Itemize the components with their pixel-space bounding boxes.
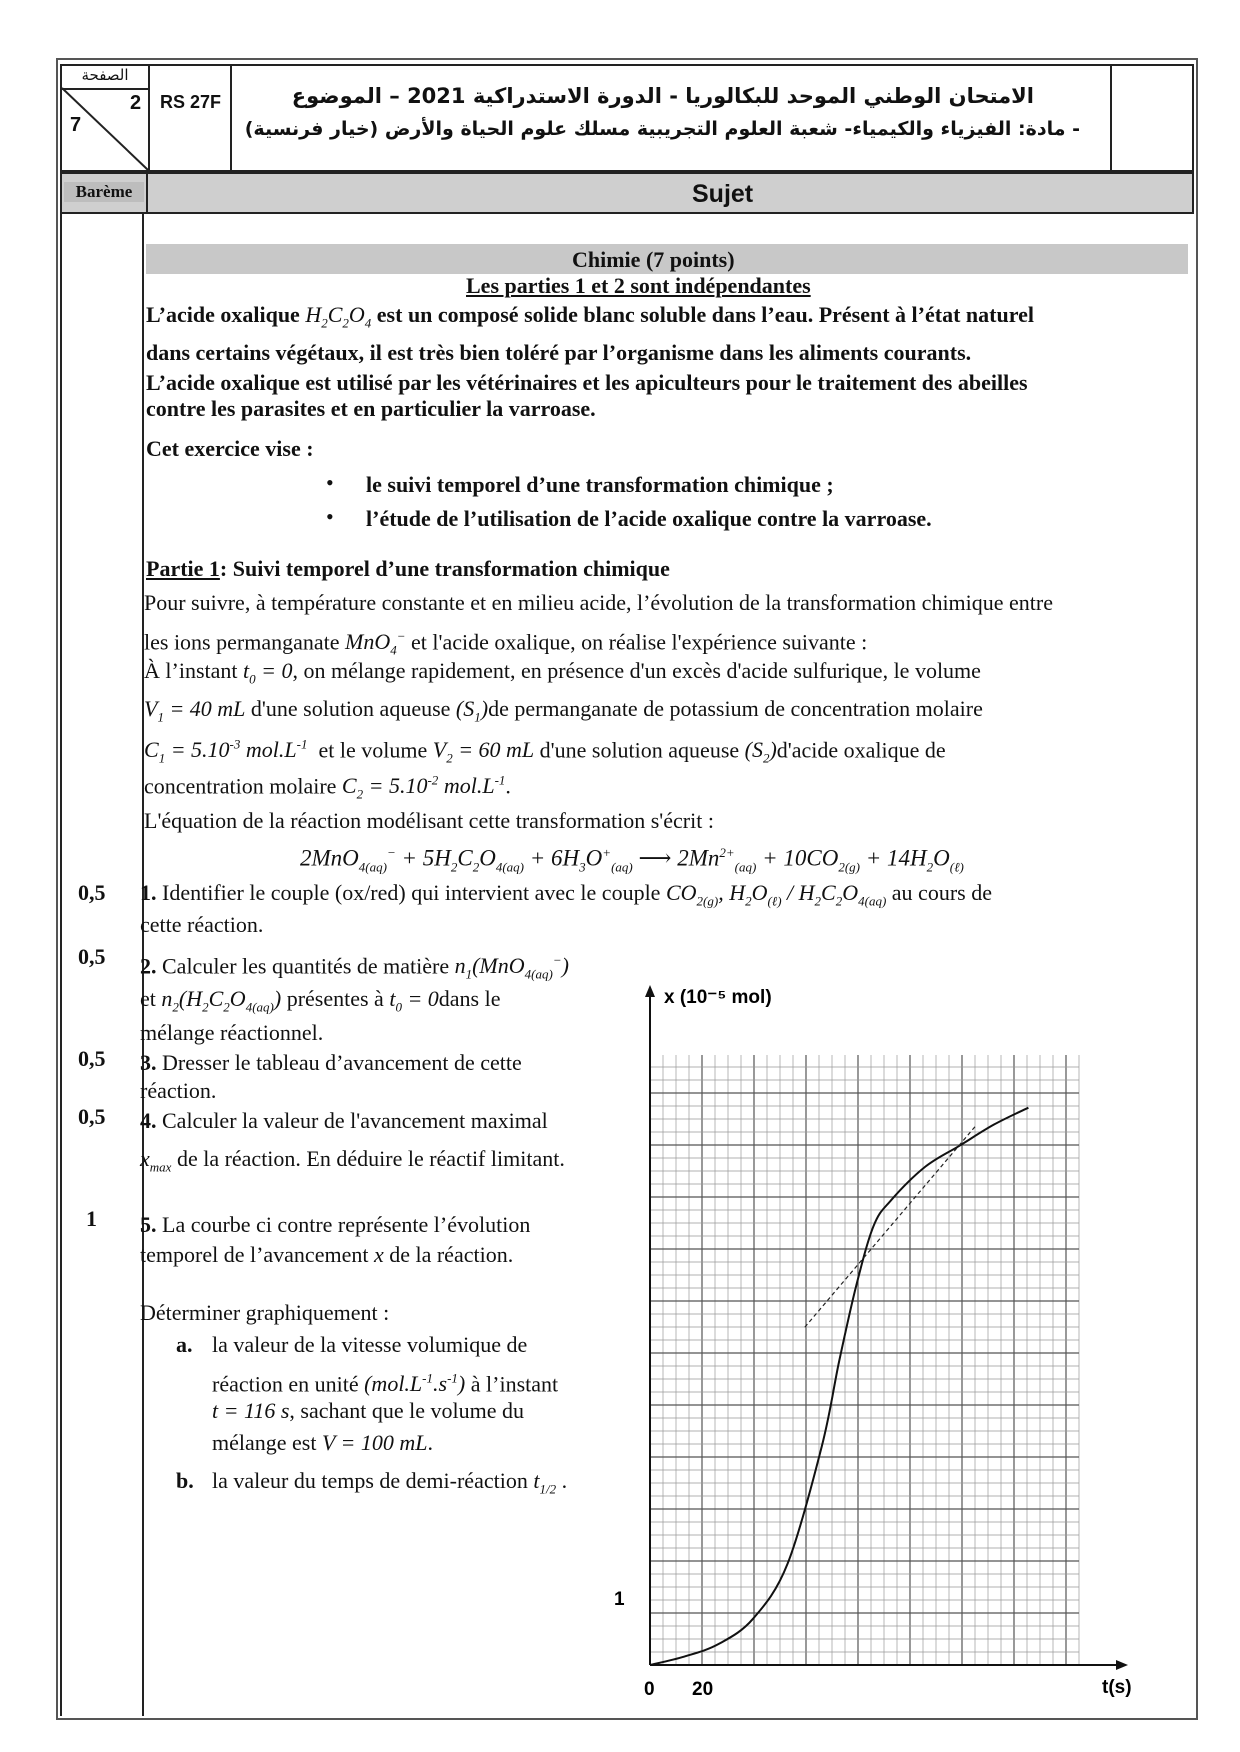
q4-num: 4.	[140, 1108, 157, 1133]
mark-q2: 0,5	[78, 944, 106, 969]
q2-text5: mélange réactionnel.	[140, 1020, 324, 1045]
exam-title: الامتحان الوطني الموحد للبكالوريا - الدورة الاستدراكية 2021 – الموضوع	[291, 84, 1034, 108]
subject-line: - مادة: الفيزياء والكيمياء- شعبة العلوم التجريبية مسلك علوم الحياة والأرض (خيار فرنسية)	[244, 118, 1080, 140]
parts-note: Les parties 1 et 2 sont indépendantes	[466, 273, 811, 298]
exam-header	[60, 64, 1194, 172]
x-axis-arrow-icon	[1116, 1660, 1128, 1670]
page-number-cell	[62, 66, 150, 170]
q3-num: 3.	[140, 1050, 157, 1075]
x-tick-label-20: 20	[692, 1679, 714, 1700]
p6: concentration molaire	[144, 773, 337, 799]
intro-line-1	[146, 302, 1034, 336]
q5a-line3	[212, 1398, 524, 1424]
q2-text3: présentes à	[286, 986, 384, 1011]
partie1-subtitle: : Suivi temporel d’une transformation chimique	[219, 556, 670, 581]
x-tick-label-0: 0	[644, 1679, 655, 1700]
question-4	[140, 1108, 548, 1134]
aim-label: Cet exercice vise :	[146, 436, 314, 461]
t0-eq: $t_0 = 0$	[243, 658, 293, 687]
q5-text3: de la réaction.	[389, 1242, 514, 1267]
unit: $(mol.L^{-1}.s^{-1})$	[364, 1371, 466, 1397]
q5a-line2	[212, 1366, 558, 1397]
partie1-p6: concentration molaire $C_2 = 5.10^{-2}$ $mol.L^{-1}$.	[144, 773, 511, 802]
s2-label: $(S_2)$	[744, 737, 777, 766]
q5b-line1: la valeur du temps de demi-réaction $t_{1/2}$ .	[212, 1468, 568, 1497]
x-var: x	[373, 1242, 384, 1267]
sujet-title: Sujet	[692, 180, 754, 208]
q5-text: La courbe ci contre représente l’évolution	[162, 1212, 531, 1237]
p2a: les ions permanganate	[144, 629, 340, 655]
sujet-bar	[60, 172, 1194, 214]
intro-line-3: L’acide oxalique est utilisé par les vétérinaires et les apiculteurs pour le traitement des abeilles	[146, 370, 1028, 395]
q5a-a4: , sachant que le volume du	[289, 1398, 524, 1423]
q5a-a5: mélange est	[212, 1430, 317, 1455]
v100: V = 100 mL	[321, 1430, 428, 1455]
s1-label: $(S_1)$	[455, 696, 489, 725]
v1-eq: $V_1 = 40$ mL	[144, 696, 246, 725]
y-axis-arrow-icon	[645, 985, 655, 997]
q5-determine: Déterminer graphiquement :	[140, 1300, 390, 1325]
partie1-p5	[144, 732, 946, 772]
p3b: , on mélange rapidement, en présence d'un excès d'acide sulfurique, le volume	[292, 658, 981, 683]
p4: d'une solution aqueuse	[250, 696, 451, 721]
mark-q1: 0,5	[78, 880, 106, 905]
advancement-curve	[650, 1108, 1028, 1665]
q2-t0: $t_0 = 0$	[389, 986, 439, 1015]
aim-item-1: le suivi temporel d’une transformation chimique ;	[366, 472, 834, 497]
q5a-line1: la valeur de la vitesse volumique de	[212, 1332, 528, 1357]
q4-text: Calculer la valeur de l'avancement maximal	[162, 1108, 548, 1133]
title-cell	[232, 66, 1112, 170]
question-5-line2	[140, 1242, 513, 1268]
q1-text3: cette réaction.	[140, 912, 264, 937]
partie1-p4	[144, 696, 983, 730]
q1-text2: au cours de	[891, 880, 992, 905]
partie1-p3	[144, 658, 981, 692]
c1-eq: $C_1 = 5.10^{-3}$ $mol.L^{-1}$	[144, 737, 308, 766]
v2-eq: $V_2 = 60$ mL	[432, 737, 535, 766]
advancement-chart	[614, 985, 1160, 1705]
q2-text4: dans le	[438, 986, 501, 1011]
bullet-icon: •	[326, 504, 334, 529]
q5b-b1: la valeur du temps de demi-réaction	[212, 1468, 528, 1493]
q5-num: 5.	[140, 1212, 157, 1237]
chart-marks	[650, 1108, 1028, 1665]
intro-line-2: dans certains végétaux, il est très bien toléré par l’organisme dans les aliments courants.	[146, 340, 972, 365]
p5b: d'une solution aqueuse	[539, 737, 740, 763]
formula-oxalic: $H_2C_2O_4$	[305, 302, 372, 331]
exam-code: RS 27F	[160, 92, 222, 112]
q3-text: Dresser le tableau d’avancement de cette	[162, 1050, 522, 1075]
total-pages: 7	[70, 114, 82, 136]
y-tick-label-1: 1	[614, 1589, 625, 1610]
question-2	[140, 948, 569, 988]
p5: et le volume	[318, 737, 428, 763]
bareme-label: Barème	[64, 182, 144, 202]
question-1	[140, 880, 992, 914]
xmax: $x_{max}$	[140, 1146, 172, 1175]
page-number: 2	[130, 92, 142, 114]
formula-mno4: MnO$_4$−	[345, 629, 406, 658]
bar-divider	[146, 174, 148, 212]
c2-eq: $C_2 = 5.10^{-2}$ $mol.L^{-1}$	[341, 773, 506, 802]
partie1-heading	[146, 556, 670, 582]
p2b: et l'acide oxalique, on réalise l'expérience suivante :	[411, 629, 868, 655]
q2-text2: et	[140, 986, 156, 1011]
partie1-p1: Pour suivre, à température constante et en milieu acide, l’évolution de la transformation chimique entre	[144, 590, 1054, 615]
intro-line-4: contre les parasites et en particulier la varroase.	[146, 396, 596, 421]
q2-n1: $n_1(MnO_{4(aq)}^-)$	[454, 953, 569, 982]
chart-axes	[645, 985, 1128, 1670]
q5a-a3: à l’instant	[470, 1371, 559, 1397]
mark-q3: 0,5	[78, 1046, 106, 1071]
p5c: d'acide oxalique de	[776, 737, 946, 763]
mark-q5: 1	[86, 1206, 97, 1231]
chimie-title: Chimie (7 points)	[572, 247, 735, 272]
q5-text2: temporel de l’avancement	[140, 1242, 369, 1267]
question-4-line2	[140, 1146, 565, 1180]
intro-line-1-text: est un composé solide blanc soluble dans l’eau. Présent à l’état naturel	[376, 302, 1034, 327]
aim-item-2: l’étude de l’utilisation de l’acide oxalique contre la varroase.	[366, 506, 932, 531]
q5b-label: b.	[176, 1468, 194, 1493]
partie1-title: Partie 1	[146, 556, 220, 581]
q1-couple: $CO_{2(g)}$, $H_2O_{(\ell)} / H_2C_2O_{4(aq)}$	[665, 880, 887, 909]
page-label: الصفحة	[62, 66, 148, 90]
intro-lead: L’acide oxalique	[146, 302, 300, 327]
q4-text2: de la réaction. En déduire le réactif limitant.	[176, 1146, 565, 1171]
p3: À l’instant	[144, 658, 238, 683]
q5a-a2: réaction en unité	[212, 1371, 359, 1397]
q3-text2: réaction.	[140, 1078, 217, 1103]
reaction-equation: $2MnO_{4(aq)}^- + 5H_2C_2O_{4(aq)} + 6H_3O^+_{(aq)}$ ⟶ $2Mn^{2+}_{(aq)} + 10CO_{2(g)} + 14H_2O_{(\ell)}$	[300, 845, 964, 875]
q1-num: 1.	[140, 880, 157, 905]
p4b: de permanganate de potassium de concentration molaire	[488, 696, 983, 721]
question-5	[140, 1212, 530, 1238]
x-axis-label: t(s)	[1102, 1677, 1132, 1698]
bullet-icon: •	[326, 470, 334, 495]
y-axis-label: x (10⁻⁵ mol)	[664, 987, 772, 1008]
t-half: $t_{1/2}$	[533, 1468, 557, 1497]
tangent-line	[805, 1125, 977, 1328]
question-2-line2	[140, 986, 501, 1020]
q2-n2: $n_2(H_2C_2O_{4(aq)})$	[161, 986, 282, 1015]
t116: t = 116 s	[212, 1398, 290, 1423]
q1-text: Identifier le couple (ox/red) qui intervient avec le couple	[162, 880, 661, 905]
q5a-label: a.	[176, 1332, 193, 1357]
q2-text: Calculer les quantités de matière	[162, 953, 450, 979]
q2-num: 2.	[140, 953, 157, 979]
chart-grid	[650, 1055, 1079, 1665]
q5a-line4: mélange est V = 100 mL.	[212, 1430, 433, 1455]
code-cell	[150, 66, 232, 170]
partie1-p7: L'équation de la réaction modélisant cette transformation s'écrit :	[144, 808, 714, 833]
question-3	[140, 1050, 522, 1076]
mark-q4: 0,5	[78, 1104, 106, 1129]
